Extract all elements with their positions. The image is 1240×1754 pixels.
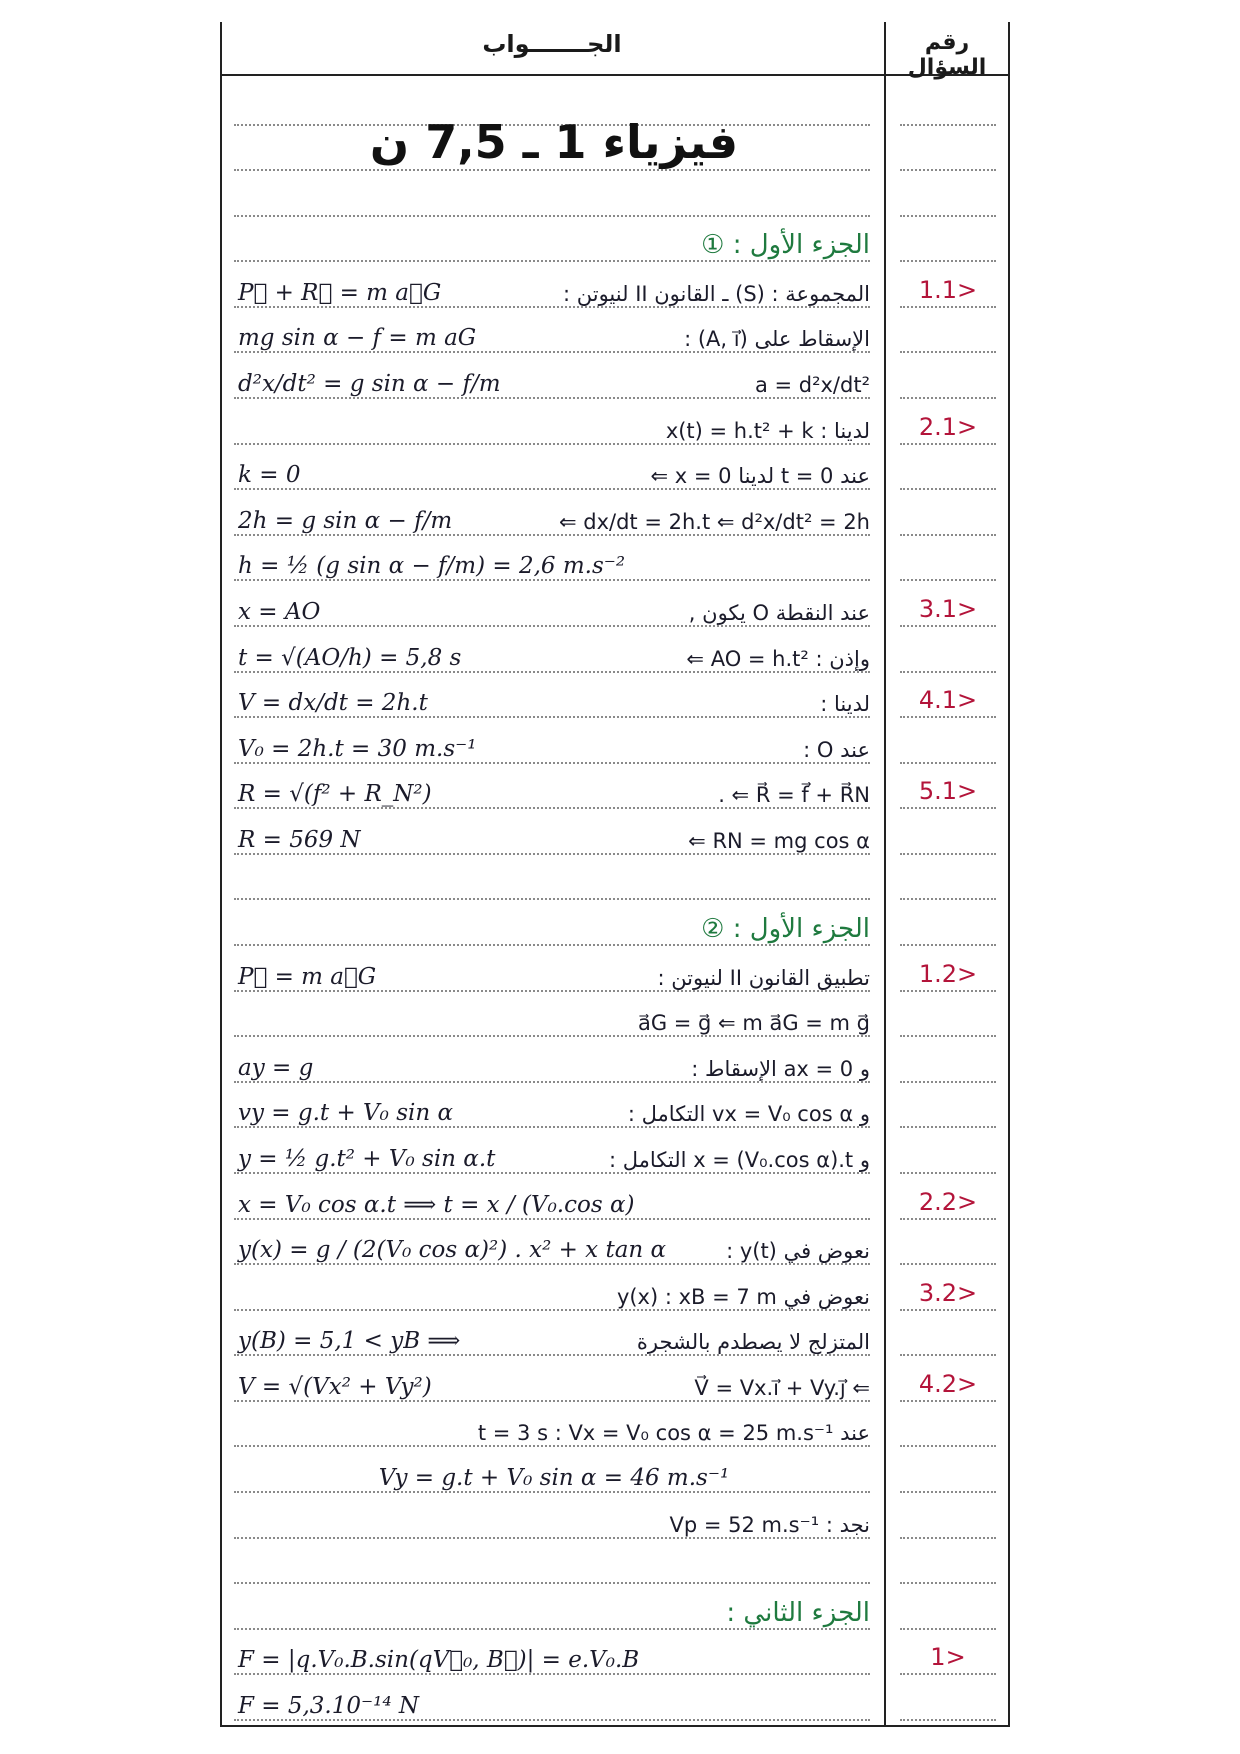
answer-cell xyxy=(234,1269,874,1309)
arabic-text: الجزء الأول : ② xyxy=(701,914,870,945)
question-dotted-line xyxy=(900,443,996,445)
arabic-text: و ax = 0 الإسقاط : xyxy=(691,1056,870,1081)
equation-text: 2h = g sin α − f/m xyxy=(238,507,453,534)
answer-cell xyxy=(234,1314,874,1354)
answer-dotted-line xyxy=(234,762,870,764)
arabic-text: عند النقطة O يكون , xyxy=(688,600,870,625)
answer-cell xyxy=(234,357,874,397)
arabic-text: تطبيق القانون II لنيوتن : xyxy=(657,965,870,990)
answer-row xyxy=(220,540,1010,586)
answer-row xyxy=(220,631,1010,677)
answer-cell xyxy=(234,403,874,443)
answer-row xyxy=(220,1634,1010,1680)
question-dotted-line xyxy=(900,944,996,946)
answer-cell xyxy=(234,494,874,534)
question-dotted-line xyxy=(900,169,996,171)
question-dotted-line xyxy=(900,488,996,490)
answer-row xyxy=(220,859,1010,905)
question-dotted-line xyxy=(900,1081,996,1083)
arabic-text: الجزء الأول : ① xyxy=(701,230,870,261)
arabic-text: و x = (V₀.cos α).t التكامل : xyxy=(609,1147,870,1172)
arabic-text: ⇐ V⃗ = Vx.i⃗ + Vy.j⃗ xyxy=(694,1375,870,1400)
question-number: 4.2> xyxy=(918,1369,978,1398)
arabic-text: عند O : xyxy=(803,737,870,762)
answer-row xyxy=(220,266,1010,312)
question-number: 1> xyxy=(930,1643,966,1672)
answer-dotted-line xyxy=(234,1081,870,1083)
answer-row xyxy=(220,1132,1010,1178)
answer-row xyxy=(220,1406,1010,1452)
question-dotted-line xyxy=(900,1491,996,1493)
equation-text: vy = g.t + V₀ sin α xyxy=(238,1100,454,1127)
answer-cell xyxy=(234,858,874,898)
answer-dotted-line xyxy=(234,351,870,353)
answer-dotted-line xyxy=(234,215,870,217)
arabic-text: المتزلج لا يصطدم بالشجرة xyxy=(636,1330,870,1355)
answer-cell xyxy=(234,631,874,671)
equation-text: V = dx/dt = 2h.t xyxy=(238,690,428,717)
arabic-text: نجد : Vp = 52 m.s⁻¹ xyxy=(669,1512,870,1537)
answer-cell xyxy=(234,1178,874,1218)
question-dotted-line xyxy=(900,625,996,627)
answer-dotted-line xyxy=(234,716,870,718)
answer-dotted-line xyxy=(234,671,870,673)
answer-cell xyxy=(234,266,874,306)
answer-dotted-line xyxy=(234,944,870,946)
answer-row xyxy=(220,449,1010,495)
answer-cell xyxy=(234,585,874,625)
answer-row xyxy=(220,1679,1010,1725)
question-dotted-line xyxy=(900,1445,996,1447)
arabic-text: a⃗G = g⃗ ⇐ m a⃗G = m g⃗ xyxy=(637,1011,870,1036)
question-number: 1.1> xyxy=(918,275,978,304)
question-dotted-line xyxy=(900,716,996,718)
answer-row xyxy=(220,768,1010,814)
question-number-column-header: رقم السؤال xyxy=(907,30,987,80)
answer-cell xyxy=(234,448,874,488)
answer-cell xyxy=(234,1679,874,1719)
answer-dotted-line xyxy=(234,1309,870,1311)
answer-dotted-line xyxy=(234,990,870,992)
centered-text: Vy = g.t + V₀ sin α = 46 m.s⁻¹ xyxy=(378,1465,730,1492)
answer-row xyxy=(220,1178,1010,1224)
equation-text: t = √(AO/h) = 5,8 s xyxy=(238,644,462,671)
answer-dotted-line xyxy=(234,488,870,490)
answer-row xyxy=(220,905,1010,951)
question-dotted-line xyxy=(900,1537,996,1539)
answer-row xyxy=(220,813,1010,859)
question-number: 2.2> xyxy=(918,1187,978,1216)
arabic-text: dx/dt = 2h.t ⇐ d²x/dt² = 2h ⇐ xyxy=(558,509,870,534)
question-dotted-line xyxy=(900,215,996,217)
answer-row xyxy=(220,1269,1010,1315)
answer-cell xyxy=(234,175,874,215)
arabic-text: a = d²x/dt² xyxy=(754,373,870,398)
answer-row xyxy=(220,115,1010,176)
question-dotted-line xyxy=(900,260,996,262)
arabic-text: لدينا : xyxy=(820,692,870,717)
question-number: 2.1> xyxy=(918,412,978,441)
answer-cell xyxy=(234,1041,874,1081)
question-dotted-line xyxy=(900,1126,996,1128)
question-dotted-line xyxy=(900,762,996,764)
answer-dotted-line xyxy=(234,1035,870,1037)
answer-row xyxy=(220,996,1010,1042)
answer-row xyxy=(220,722,1010,768)
answer-dotted-line xyxy=(234,1263,870,1265)
equation-text: y(B) = 5,1 < yB ⟹ xyxy=(238,1328,461,1355)
equation-text: y(x) = g / (2(V₀ cos α)²) . x² + x tan α xyxy=(238,1237,667,1264)
answer-dotted-line xyxy=(234,534,870,536)
question-dotted-line xyxy=(900,579,996,581)
arabic-text: لدينا : x(t) = h.t² + k xyxy=(665,418,870,443)
answer-cell xyxy=(234,1542,874,1582)
answer-cell xyxy=(234,995,874,1035)
answer-dotted-line xyxy=(234,807,870,809)
question-dotted-line xyxy=(900,990,996,992)
answer-cell xyxy=(234,1086,874,1126)
answer-cell xyxy=(234,1360,874,1400)
answer-cell xyxy=(234,1405,874,1445)
equation-text: x = V₀ cos α.t ⟹ t = x / (V₀.cos α) xyxy=(238,1191,635,1218)
question-number: 3.1> xyxy=(918,594,978,623)
answer-dotted-line xyxy=(234,898,870,900)
answer-cell xyxy=(234,767,874,807)
arabic-text: الجزء الثاني : xyxy=(726,1597,870,1628)
question-dotted-line xyxy=(900,1719,996,1721)
answer-row xyxy=(220,494,1010,540)
question-dotted-line xyxy=(900,1309,996,1311)
question-dotted-line xyxy=(900,124,996,126)
arabic-text: عند t = 3 s : Vx = V₀ cos α = 25 m.s⁻¹ xyxy=(477,1421,870,1446)
question-dotted-line xyxy=(900,853,996,855)
question-dotted-line xyxy=(900,1263,996,1265)
answer-row xyxy=(220,1588,1010,1634)
question-number: 3.2> xyxy=(918,1278,978,1307)
answer-dotted-line xyxy=(234,1537,870,1539)
arabic-text: نعوض في y(x) : xB = 7 m xyxy=(616,1284,870,1309)
question-number: 5.1> xyxy=(918,777,978,806)
question-dotted-line xyxy=(900,898,996,900)
answer-cell xyxy=(234,950,874,990)
answer-dotted-line xyxy=(234,397,870,399)
question-dotted-line xyxy=(900,1673,996,1675)
answer-dotted-line xyxy=(234,1172,870,1174)
arabic-text: الإسقاط على (A, i⃗) : xyxy=(684,327,870,352)
equation-text: F = 5,3.10⁻¹⁴ N xyxy=(238,1692,420,1719)
equation-text: P⃗ + R⃗ = m a⃗G xyxy=(238,279,442,306)
equation-text: d²x/dt² = g sin α − f/m xyxy=(238,371,501,398)
answer-row xyxy=(220,1452,1010,1498)
arabic-text: نعوض في y(t) : xyxy=(726,1239,870,1264)
question-dotted-line xyxy=(900,1628,996,1630)
answer-cell xyxy=(234,1132,874,1172)
answer-dotted-line xyxy=(234,1445,870,1447)
answer-cell xyxy=(234,1223,874,1263)
answer-dotted-line xyxy=(234,1582,870,1584)
answer-dotted-line xyxy=(234,306,870,308)
answer-column-header: الجـــــــواب xyxy=(482,30,622,58)
answer-cell xyxy=(234,1451,874,1491)
answer-cell xyxy=(234,311,874,351)
answer-dotted-line xyxy=(234,1673,870,1675)
answer-dotted-line xyxy=(234,853,870,855)
answer-dotted-line xyxy=(234,1218,870,1220)
question-dotted-line xyxy=(900,1582,996,1584)
answer-row xyxy=(220,950,1010,996)
question-dotted-line xyxy=(900,1035,996,1037)
answer-row xyxy=(220,585,1010,631)
equation-text: y = ½ g.t² + V₀ sin α.t xyxy=(238,1145,496,1172)
equation-text: h = ½ (g sin α − f/m) = 2,6 m.s⁻² xyxy=(238,553,626,580)
answer-row xyxy=(220,1224,1010,1270)
answer-dotted-line xyxy=(234,1628,870,1630)
question-dotted-line xyxy=(900,351,996,353)
answer-dotted-line xyxy=(234,169,870,171)
arabic-text: المجموعة : (S) ـ القانون II لنيوتن : xyxy=(563,281,870,306)
question-dotted-line xyxy=(900,1400,996,1402)
question-number: 4.1> xyxy=(918,686,978,715)
answer-row xyxy=(220,175,1010,221)
answer-cell xyxy=(234,1633,874,1673)
answer-row xyxy=(220,1360,1010,1406)
answer-row xyxy=(220,312,1010,358)
arabic-text: وإذن : AO = h.t² ⇐ xyxy=(686,646,870,671)
question-number: 1.2> xyxy=(918,959,978,988)
answer-row xyxy=(220,1497,1010,1543)
question-dotted-line xyxy=(900,807,996,809)
answer-dotted-line xyxy=(234,260,870,262)
equation-text: x = AO xyxy=(238,598,321,625)
arabic-text: R⃗ = f⃗ + R⃗N ⇐ . xyxy=(718,783,870,808)
equation-text: mg sin α − f = m aG xyxy=(238,325,477,352)
answer-cell xyxy=(234,904,874,944)
answer-dotted-line xyxy=(234,1354,870,1356)
answer-cell xyxy=(234,1588,874,1628)
equation-text: F = |q.V₀.B.sin(qV⃗₀, B⃗)| = e.V₀.B xyxy=(238,1647,640,1674)
answer-row xyxy=(220,677,1010,723)
answer-dotted-line xyxy=(234,579,870,581)
answer-row xyxy=(220,358,1010,404)
answer-dotted-line xyxy=(234,1400,870,1402)
equation-text: ay = g xyxy=(238,1054,314,1081)
answer-dotted-line xyxy=(234,443,870,445)
question-dotted-line xyxy=(900,397,996,399)
equation-text: R = 569 N xyxy=(238,826,361,853)
question-dotted-line xyxy=(900,534,996,536)
answer-row xyxy=(220,221,1010,267)
answer-cell xyxy=(234,813,874,853)
question-dotted-line xyxy=(900,1354,996,1356)
equation-text: k = 0 xyxy=(238,462,301,489)
question-dotted-line xyxy=(900,671,996,673)
answer-cell xyxy=(234,722,874,762)
answer-row xyxy=(220,403,1010,449)
equation-text: V = √(Vx² + Vy²) xyxy=(238,1373,432,1400)
answer-row xyxy=(220,1041,1010,1087)
answer-row xyxy=(220,1543,1010,1589)
arabic-text: RN = mg cos α ⇐ xyxy=(688,828,870,853)
answer-row xyxy=(220,1087,1010,1133)
answer-dotted-line xyxy=(234,625,870,627)
arabic-text: و vx = V₀ cos α التكامل : xyxy=(627,1102,870,1127)
arabic-text: عند t = 0 لدينا x = 0 ⇐ xyxy=(650,464,870,489)
answer-sheet xyxy=(220,22,1010,1727)
frame-bottom-border xyxy=(220,1725,1010,1727)
answer-cell xyxy=(234,220,874,260)
equation-text: V₀ = 2h.t = 30 m.s⁻¹ xyxy=(238,735,477,762)
question-dotted-line xyxy=(900,1172,996,1174)
equation-text: R = √(f² + R_N²) xyxy=(238,781,432,808)
answer-dotted-line xyxy=(234,1491,870,1493)
answer-cell xyxy=(234,676,874,716)
question-dotted-line xyxy=(900,1218,996,1220)
answer-dotted-line xyxy=(234,1719,870,1721)
equation-text: P⃗ = m a⃗G xyxy=(238,963,377,990)
answer-cell xyxy=(234,1497,874,1537)
answer-cell xyxy=(234,109,874,169)
answer-row xyxy=(220,1315,1010,1361)
centered-text: فيزياء 1 ـ 7,5 ن xyxy=(369,115,739,170)
question-dotted-line xyxy=(900,306,996,308)
answer-cell xyxy=(234,539,874,579)
answer-dotted-line xyxy=(234,1126,870,1128)
